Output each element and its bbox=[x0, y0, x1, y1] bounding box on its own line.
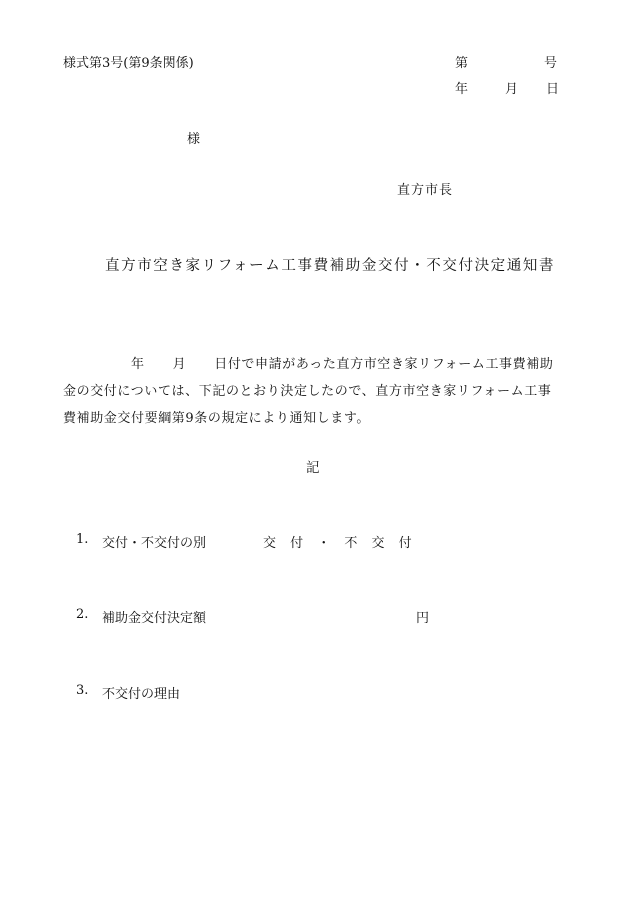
item-2-unit: 円 bbox=[416, 611, 430, 626]
body-line-3: 費補助金交付要綱第9条の規定により通知します。 bbox=[63, 411, 371, 426]
item-3-label: 不交付の理由 bbox=[102, 687, 181, 702]
date-day-label: 日 bbox=[546, 82, 560, 97]
addressee-honorific: 様 bbox=[187, 132, 201, 147]
document-number-suffix: 号 bbox=[544, 56, 558, 71]
item-2-number: 2. bbox=[76, 607, 89, 622]
body-line-1-text: 日付で申請があった直方市空き家リフォーム工事費補助 bbox=[214, 357, 554, 372]
form-number: 様式第3号(第9条関係) bbox=[63, 56, 194, 71]
item-3-number: 3. bbox=[76, 683, 89, 698]
document-number-prefix: 第 bbox=[455, 56, 469, 71]
date-month-label: 月 bbox=[505, 82, 519, 97]
issuer-name: 直方市長 bbox=[397, 183, 454, 198]
item-2-label: 補助金交付決定額 bbox=[102, 611, 207, 626]
notes-heading: 記 bbox=[306, 460, 320, 476]
item-1-number: 1. bbox=[76, 532, 89, 547]
date-year-label: 年 bbox=[455, 82, 469, 97]
body-year-label: 年 bbox=[131, 357, 145, 372]
document-title: 直方市空き家リフォーム工事費補助金交付・不交付決定通知書 bbox=[105, 258, 556, 274]
body-line-2: 金の交付については、下記のとおり決定したので、直方市空き家リフォーム工事 bbox=[63, 384, 552, 399]
body-paragraph bbox=[63, 351, 577, 432]
body-line-1 bbox=[63, 351, 577, 378]
body-month-label: 月 bbox=[172, 357, 187, 372]
item-1-value: 交 付 ・ 不 交 付 bbox=[263, 536, 417, 551]
item-1-label: 交付・不交付の別 bbox=[102, 536, 207, 551]
